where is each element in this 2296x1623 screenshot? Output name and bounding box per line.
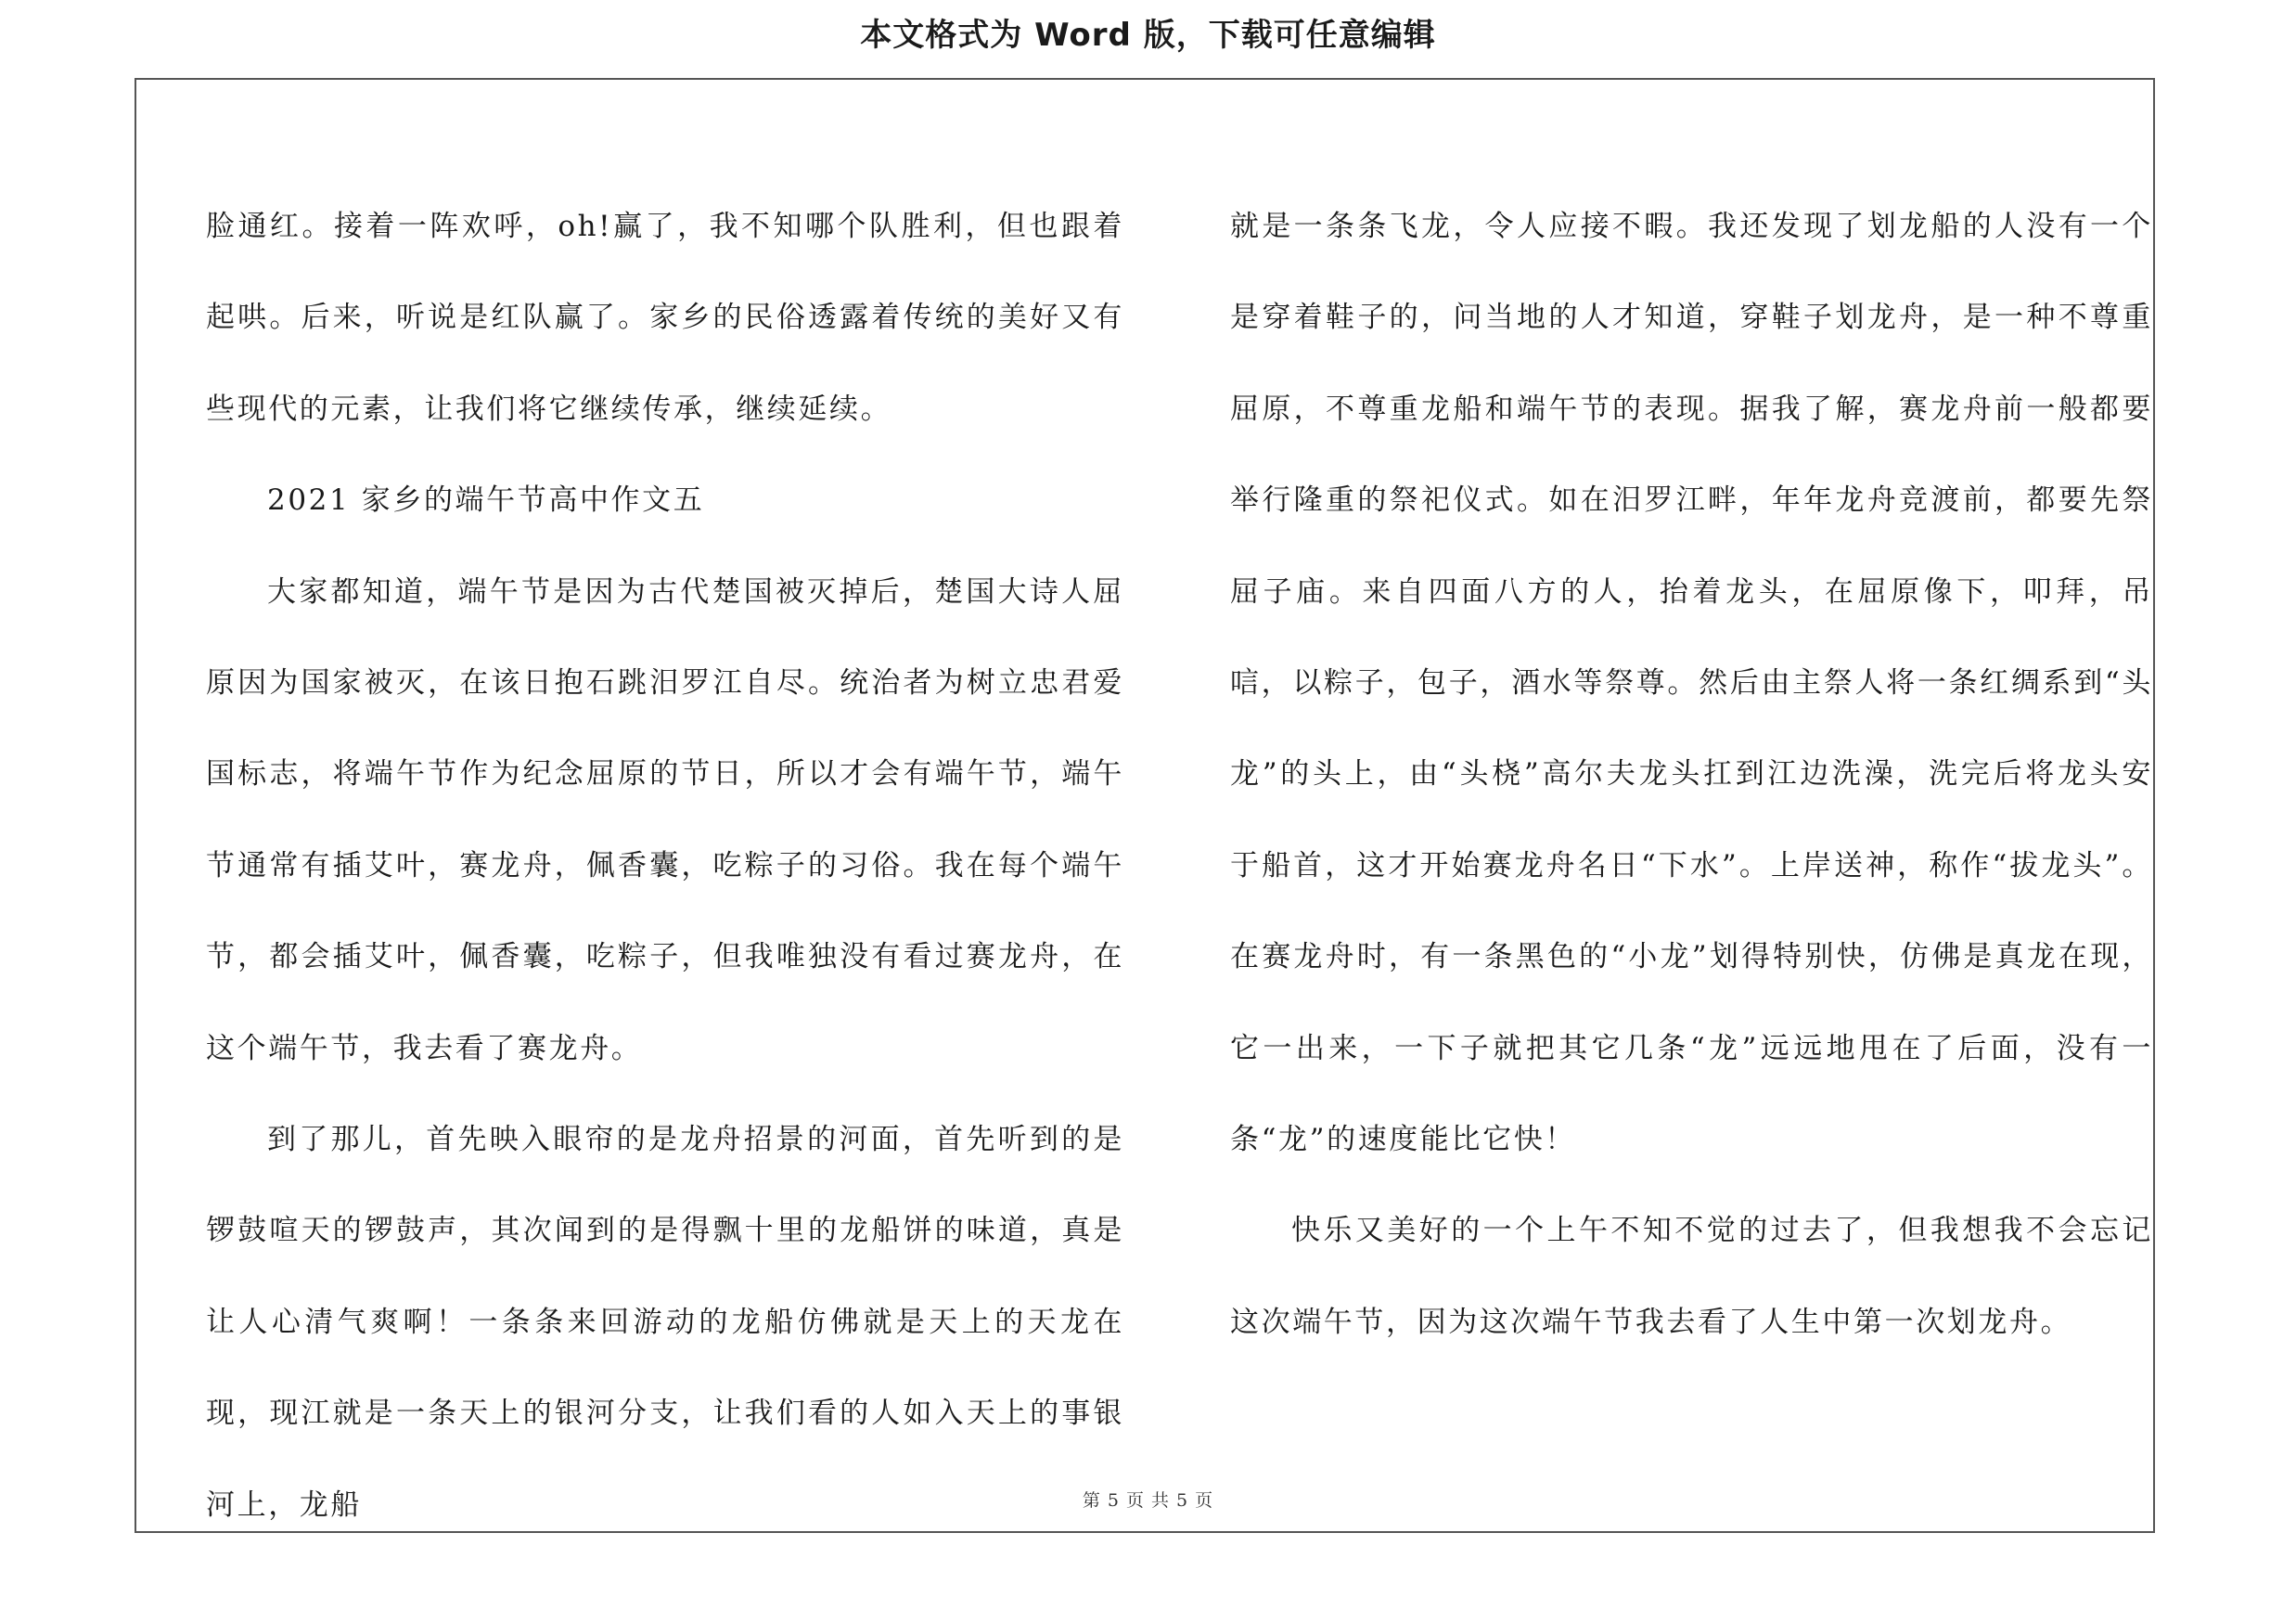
paragraph: 快乐又美好的一个上午不知不觉的过去了，但我想我不会忘记这次端午节，因为这次端午节我去看了人生中第一次划龙舟。: [1230, 1214, 2153, 1339]
format-notice-banner: 本文格式为 Word 版，下载可任意编辑: [860, 17, 1436, 54]
paragraph: 大家都知道，端午节是因为古代楚国被灭掉后，楚国大诗人屈原因为国家被灭，在该日抱石跳汨罗江自尽。统治者为树立忠君爱国标志，将端午节作为纪念屈原的节日，所以才会有端午节，端午节通常有插艾叶，赛龙舟，佩香囊，吃粽子的习俗。我在每个端午节，都会插艾叶，佩香囊，吃粽子，但我唯独没有看过赛龙舟，在这个端午节，我去看了赛龙舟。: [206, 574, 1124, 1065]
essay-heading: 2021 家乡的端午节高中作文五: [267, 483, 705, 518]
paragraph-continuation: 脸通红。接着一阵欢呼，oh!赢了，我不知哪个队胜利，但也跟着起哄。后来，听说是红队赢了。家乡的民俗透露着传统的美好又有些现代的元素，让我们将它继续传承，继续延续。: [206, 210, 1124, 426]
page-number-footer: 第 5 页 共 5 页: [1082, 1490, 1214, 1511]
left-column: [206, 181, 1124, 1551]
paragraph-continuation: 就是一条条飞龙，令人应接不暇。我还发现了划龙船的人没有一个是穿着鞋子的，问当地的人才知道，穿鞋子划龙舟，是一种不尊重屈原，不尊重龙船和端午节的表现。据我了解，赛龙舟前一般都要举行隆重的祭祀仪式。如在汨罗江畔，年年龙舟竞渡前，都要先祭屈子庙。来自四面八方的人，抬着龙头，在屈原像下，叩拜，吊唁，以粽子，包子，酒水等祭尊。然后由主祭人将一条红绸系到“头龙”的头上，由“头桡”高尔夫龙头扛到江边洗澡，洗完后将龙头安于船首，这才开始赛龙舟名日“下水”。上岸送神，称作“拔龙头”。在赛龙舟时，有一条黑色的“小龙”划得特别快，仿佛是真龙在现，它一出来，一下子就把其它几条“龙”远远地甩在了后面，没有一条“龙”的速度能比它快！: [1230, 210, 2153, 1157]
right-column: [1230, 181, 2153, 1368]
paragraph: 到了那儿，首先映入眼帘的是龙舟招景的河面，首先听到的是锣鼓喧天的锣鼓声，其次闻到的是得飘十里的龙船饼的味道，真是让人心清气爽啊！一条条来回游动的龙船仿佛就是天上的天龙在现，现江就是一条天上的银河分支，让我们看的人如入天上的事银河上，龙船: [206, 1123, 1124, 1522]
